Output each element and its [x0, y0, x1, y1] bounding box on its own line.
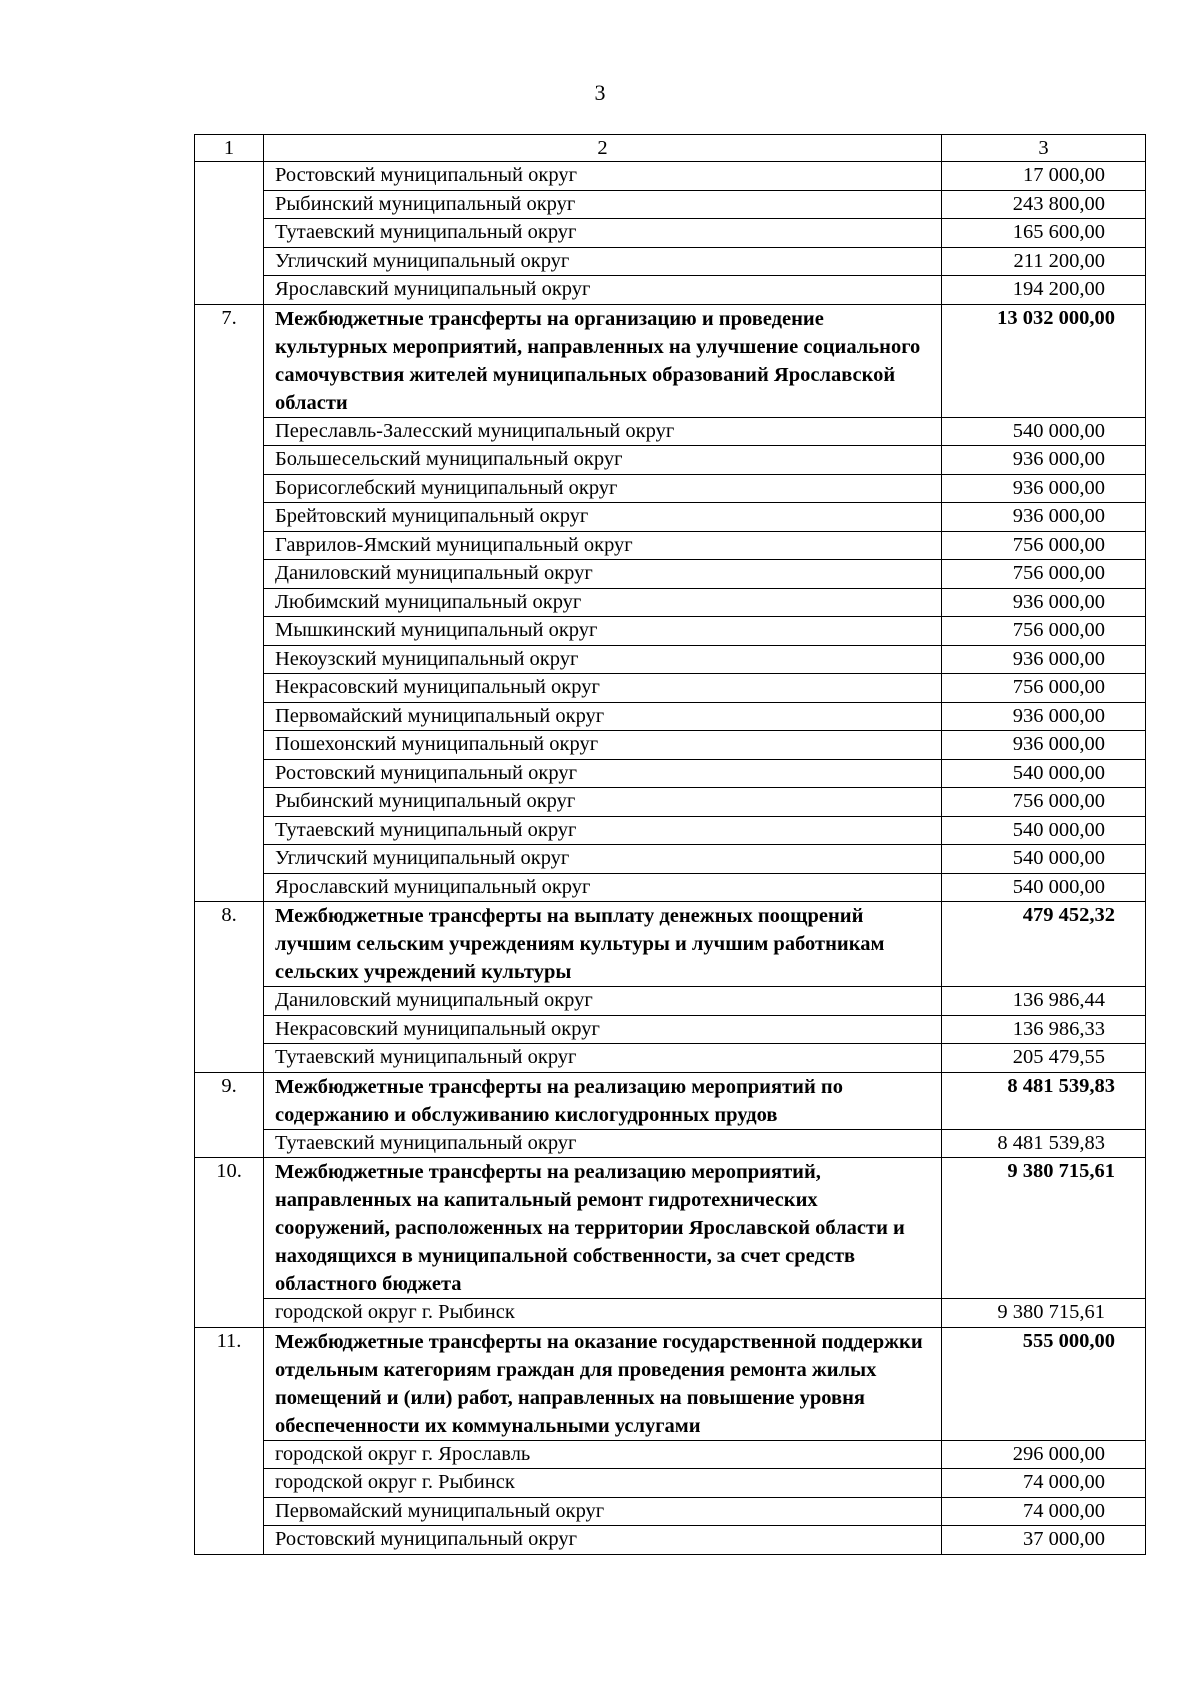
district-name: городской округ г. Ярославль — [264, 1440, 942, 1469]
section-row — [195, 1327, 1146, 1440]
district-amount: 936 000,00 — [942, 588, 1146, 617]
table-row — [195, 446, 1146, 475]
district-name: Пошехонский муниципальный округ — [264, 731, 942, 760]
district-name: Ярославский муниципальный округ — [264, 873, 942, 902]
table-row — [195, 731, 1146, 760]
district-name: городской округ г. Рыбинск — [264, 1469, 942, 1498]
district-name: Рыбинский муниципальный округ — [264, 788, 942, 817]
district-amount: 540 000,00 — [942, 816, 1146, 845]
table-row — [195, 845, 1146, 874]
table-row — [195, 219, 1146, 248]
district-name: Угличский муниципальный округ — [264, 845, 942, 874]
district-name: городской округ г. Рыбинск — [264, 1299, 942, 1328]
table-row — [195, 560, 1146, 589]
header-col-1: 1 — [195, 135, 264, 162]
district-amount: 936 000,00 — [942, 474, 1146, 503]
district-name: Борисоглебский муниципальный округ — [264, 474, 942, 503]
section-number: 9. — [195, 1072, 264, 1158]
district-amount: 936 000,00 — [942, 731, 1146, 760]
page-number: 3 — [594, 80, 606, 105]
district-name: Любимский муниципальный округ — [264, 588, 942, 617]
table-row — [195, 474, 1146, 503]
district-amount: 205 479,55 — [942, 1044, 1146, 1073]
district-amount: 756 000,00 — [942, 560, 1146, 589]
district-amount: 756 000,00 — [942, 531, 1146, 560]
table-row — [195, 588, 1146, 617]
table-row — [195, 247, 1146, 276]
district-amount: 37 000,00 — [942, 1526, 1146, 1555]
table-row — [195, 1129, 1146, 1158]
section-number: 8. — [195, 902, 264, 1073]
district-name: Тутаевский муниципальный округ — [264, 1044, 942, 1073]
district-amount: 243 800,00 — [942, 190, 1146, 219]
district-name: Некрасовский муниципальный округ — [264, 1015, 942, 1044]
table-row — [195, 987, 1146, 1016]
section-title: Межбюджетные трансферты на реализацию мероприятий, направленных на капитальный ремонт гидротехнических сооружений, расположенных на территории Ярославской области и находящихся в муниципальной собственности, за счет средств областного бюджета — [264, 1158, 942, 1299]
table-row — [195, 162, 1146, 191]
table-row — [195, 674, 1146, 703]
district-name: Ярославский муниципальный округ — [264, 276, 942, 305]
table-row — [195, 1299, 1146, 1328]
section-number: 7. — [195, 304, 264, 902]
district-name: Даниловский муниципальный округ — [264, 560, 942, 589]
district-amount: 540 000,00 — [942, 759, 1146, 788]
district-name: Ростовский муниципальный округ — [264, 759, 942, 788]
district-amount: 936 000,00 — [942, 503, 1146, 532]
district-name: Некрасовский муниципальный округ — [264, 674, 942, 703]
district-amount: 936 000,00 — [942, 702, 1146, 731]
district-name: Ростовский муниципальный округ — [264, 1526, 942, 1555]
district-name: Тутаевский муниципальный округ — [264, 816, 942, 845]
district-amount: 8 481 539,83 — [942, 1129, 1146, 1158]
district-amount: 136 986,33 — [942, 1015, 1146, 1044]
table-row — [195, 531, 1146, 560]
table-row — [195, 1440, 1146, 1469]
district-name: Рыбинский муниципальный округ — [264, 190, 942, 219]
section-number: 11. — [195, 1327, 264, 1554]
table-row — [195, 816, 1146, 845]
table-row — [195, 788, 1146, 817]
table-row — [195, 1469, 1146, 1498]
section-total: 555 000,00 — [942, 1327, 1146, 1440]
table-row — [195, 759, 1146, 788]
section-total: 13 032 000,00 — [942, 304, 1146, 417]
table-row — [195, 702, 1146, 731]
district-name: Гаврилов-Ямский муниципальный округ — [264, 531, 942, 560]
section-title: Межбюджетные трансферты на организацию и проведение культурных мероприятий, направленных на улучшение социального самочувствия жителей муниципальных образований Ярославской области — [264, 304, 942, 417]
header-col-3: 3 — [942, 135, 1146, 162]
section-title: Межбюджетные трансферты на оказание государственной поддержки отдельным категориям граждан для проведения ремонта жилых помещений и (или) работ, направленных на повышение уровня обеспеченности их коммунальными услугами — [264, 1327, 942, 1440]
district-name: Ростовский муниципальный округ — [264, 162, 942, 191]
district-amount: 756 000,00 — [942, 617, 1146, 646]
section-row — [195, 1072, 1146, 1129]
district-name: Большесельский муниципальный округ — [264, 446, 942, 475]
table-row — [195, 645, 1146, 674]
district-name: Первомайский муниципальный округ — [264, 702, 942, 731]
section-total: 9 380 715,61 — [942, 1158, 1146, 1299]
section-row — [195, 1158, 1146, 1299]
district-amount: 296 000,00 — [942, 1440, 1146, 1469]
section-title: Межбюджетные трансферты на выплату денежных поощрений лучшим сельским учреждениям культуры и лучшим работникам сельских учреждений культуры — [264, 902, 942, 987]
header-row — [195, 135, 1146, 162]
district-amount: 74 000,00 — [942, 1469, 1146, 1498]
district-amount: 540 000,00 — [942, 845, 1146, 874]
district-name: Первомайский муниципальный округ — [264, 1497, 942, 1526]
district-name: Мышкинский муниципальный округ — [264, 617, 942, 646]
district-amount: 540 000,00 — [942, 873, 1146, 902]
table-row — [195, 417, 1146, 446]
district-name: Тутаевский муниципальный округ — [264, 219, 942, 248]
table-row — [195, 1015, 1146, 1044]
table-row — [195, 190, 1146, 219]
section-row — [195, 304, 1146, 417]
header-col-2: 2 — [264, 135, 942, 162]
district-amount: 211 200,00 — [942, 247, 1146, 276]
table-row — [195, 873, 1146, 902]
section-row — [195, 902, 1146, 987]
district-name: Угличский муниципальный округ — [264, 247, 942, 276]
district-amount: 74 000,00 — [942, 1497, 1146, 1526]
table-row — [195, 1497, 1146, 1526]
table-row — [195, 1526, 1146, 1555]
district-amount: 756 000,00 — [942, 674, 1146, 703]
table-row — [195, 503, 1146, 532]
section-number: 10. — [195, 1158, 264, 1328]
district-amount: 540 000,00 — [942, 417, 1146, 446]
transfers-table-body — [195, 135, 1146, 1555]
table-row — [195, 276, 1146, 305]
district-name: Переславль-Залесский муниципальный округ — [264, 417, 942, 446]
table-row — [195, 617, 1146, 646]
district-amount: 165 600,00 — [942, 219, 1146, 248]
table-row — [195, 1044, 1146, 1073]
district-name: Брейтовский муниципальный округ — [264, 503, 942, 532]
district-name: Даниловский муниципальный округ — [264, 987, 942, 1016]
district-name: Некоузский муниципальный округ — [264, 645, 942, 674]
number-cell-empty — [195, 162, 264, 305]
district-amount: 756 000,00 — [942, 788, 1146, 817]
transfers-table — [194, 134, 1146, 1555]
district-amount: 936 000,00 — [942, 645, 1146, 674]
district-amount: 936 000,00 — [942, 446, 1146, 475]
section-title: Межбюджетные трансферты на реализацию мероприятий по содержанию и обслуживанию кислогудронных прудов — [264, 1072, 942, 1129]
district-amount: 136 986,44 — [942, 987, 1146, 1016]
district-amount: 17 000,00 — [942, 162, 1146, 191]
district-amount: 9 380 715,61 — [942, 1299, 1146, 1328]
district-name: Тутаевский муниципальный округ — [264, 1129, 942, 1158]
section-total: 479 452,32 — [942, 902, 1146, 987]
section-total: 8 481 539,83 — [942, 1072, 1146, 1129]
district-amount: 194 200,00 — [942, 276, 1146, 305]
